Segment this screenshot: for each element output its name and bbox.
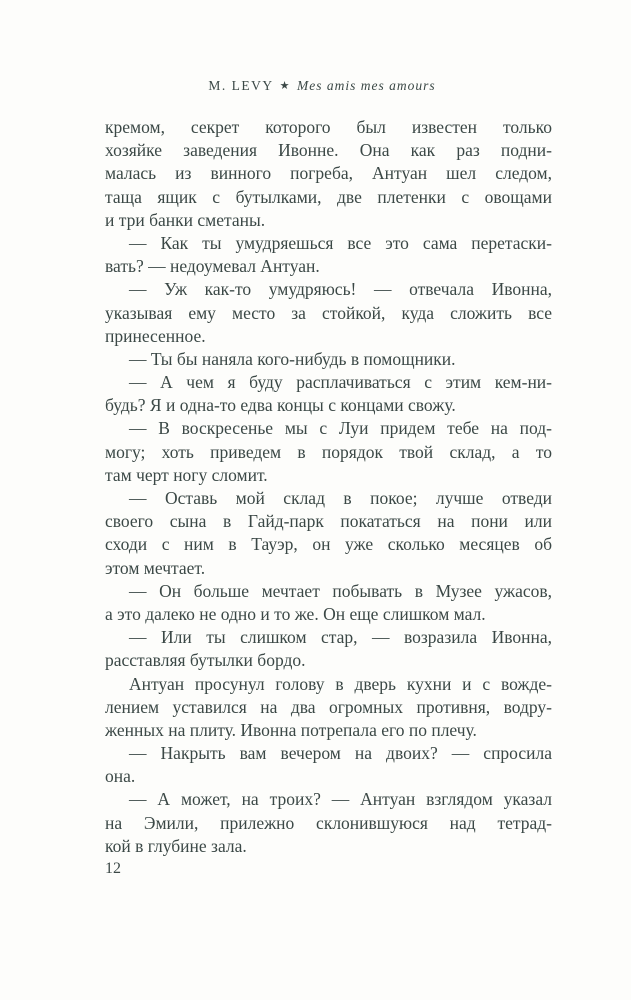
text-line: и три банки сметаны. [105, 209, 266, 230]
paragraph [105, 348, 552, 371]
text-line: она. [105, 766, 136, 787]
paragraph [105, 278, 552, 348]
text-line: женных на плиту. Ивонна потрепала его по плечу. [105, 719, 477, 740]
text-line: малась из винного погреба, Антуан шел следом, [105, 163, 552, 184]
text-line: кремом, секрет которого был известен только [105, 117, 552, 137]
text-line: — Как ты умудряешься все это сама перетаски- [129, 232, 552, 253]
text-line: таща ящик с бутылками, две плетенки с овощами [105, 186, 552, 207]
paragraph [105, 580, 552, 626]
text-line: — Он больше мечтает побывать в Музее ужасов, [129, 580, 552, 601]
text-line: кой в глубине зала. [105, 835, 247, 856]
text-block [105, 116, 552, 858]
running-header-title: Mes amis mes amours [297, 78, 436, 93]
paragraph [105, 626, 552, 672]
text-line: — Ты бы наняла кого-нибудь в помощники. [129, 348, 456, 369]
text-line: — Накрыть вам вечером на двоих? — спросила [129, 743, 552, 764]
text-line: будь? Я и одна-то едва концы с концами свожу. [105, 395, 456, 416]
text-line: указывая ему место за стойкой, куда сложить все [105, 302, 552, 323]
text-line: там черт ногу сломит. [105, 464, 268, 485]
page-number: 12 [105, 860, 121, 877]
paragraph [105, 417, 552, 487]
text-line: на Эмили, прилежно склонившуюся над тетрад- [105, 812, 552, 833]
text-line: — Или ты слишком стар, — возразила Ивонна, [129, 627, 552, 648]
paragraph [105, 673, 552, 743]
text-line: принесенное. [105, 325, 206, 346]
paragraph [105, 232, 552, 278]
text-line: — А может, на троих? — Антуан взглядом указал [129, 789, 552, 810]
paragraph [105, 371, 552, 417]
paragraph [105, 742, 552, 788]
text-line: — Оставь мой склад в покое; лучше отведи [129, 488, 552, 508]
paragraph [105, 788, 552, 858]
text-line: сходи с ним в Тауэр, он уже сколько месяцев об [105, 534, 552, 555]
text-line: лением уставился на два огромных противня, водру- [105, 696, 552, 717]
paragraph [105, 116, 552, 232]
running-header [92, 78, 552, 94]
text-line: этом мечтает. [105, 557, 206, 578]
text-line: расставляя бутылки бордо. [105, 650, 306, 671]
text-line: Антуан просунул голову в дверь кухни и с вожде- [129, 673, 552, 694]
star-separator-icon: ★ [279, 80, 291, 92]
text-line: своего сына в Гайд-парк покататься на пони или [105, 511, 552, 532]
text-line: а это далеко не одно и то же. Он еще слишком мал. [105, 603, 486, 624]
text-line: — А чем я буду расплачиваться с этим кем-ни- [129, 372, 552, 393]
text-line: хозяйке заведения Ивонне. Она как раз подни- [105, 140, 552, 161]
text-line: — Уж как-то умудряюсь! — отвечала Ивонна, [129, 279, 552, 300]
paragraph [105, 487, 552, 580]
text-line: вать? — недоумевал Антуан. [105, 256, 320, 277]
text-line: могу; хоть приведем в порядок твой склад, а то [105, 441, 552, 462]
text-line: — В воскресенье мы с Луи придем тебе на под- [129, 418, 552, 439]
running-header-author: M. LEVY [208, 78, 274, 93]
